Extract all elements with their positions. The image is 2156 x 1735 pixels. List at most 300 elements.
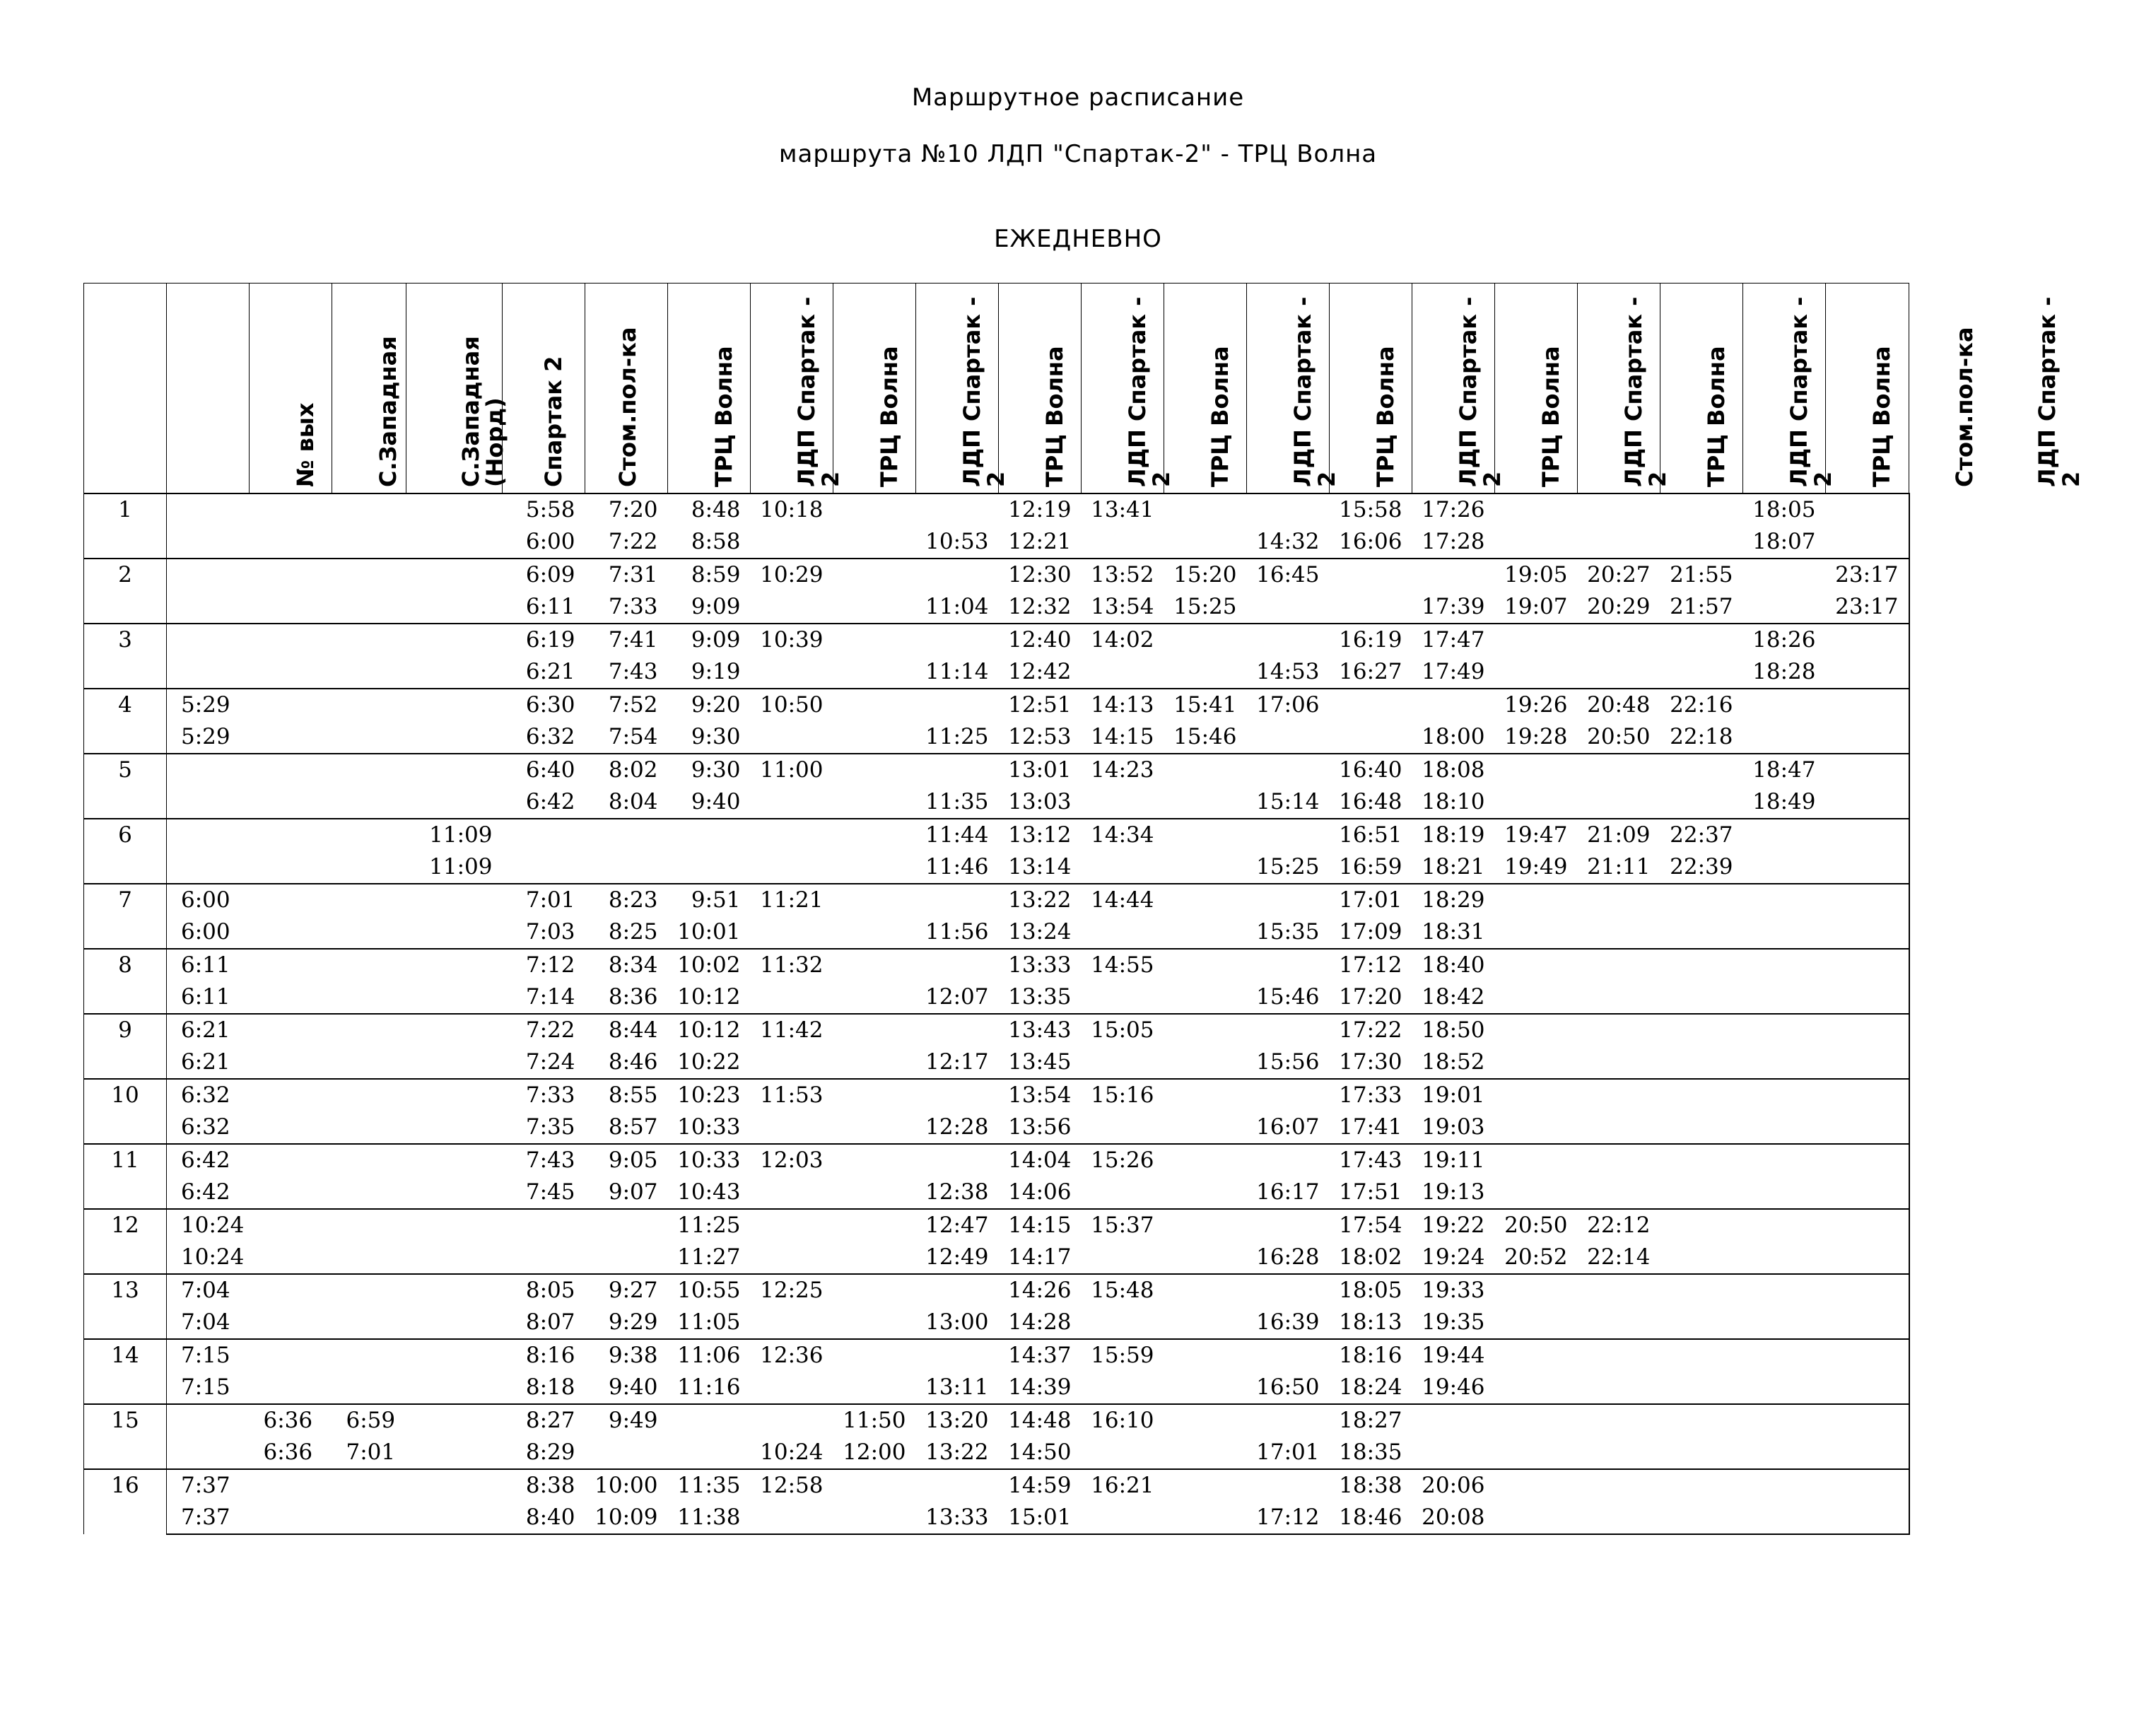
table-row xyxy=(84,884,1909,916)
time-cell xyxy=(1578,1176,1660,1209)
time-cell: 7:01 xyxy=(503,884,585,916)
time-cell: 20:29 xyxy=(1578,591,1660,624)
time-cell xyxy=(1578,1274,1660,1307)
time-cell xyxy=(916,1079,999,1111)
time-cell: 8:46 xyxy=(585,1046,668,1079)
time-cell: 11:06 xyxy=(668,1339,751,1372)
table-row xyxy=(84,949,1909,981)
time-cell: 8:25 xyxy=(585,916,668,949)
table-row xyxy=(84,981,1909,1014)
time-cell: 6:42 xyxy=(167,1176,250,1209)
time-cell: 8:23 xyxy=(585,884,668,916)
time-cell: 11:25 xyxy=(668,1209,751,1242)
time-cell: 10:24 xyxy=(167,1209,250,1242)
time-cell xyxy=(1082,981,1164,1014)
time-cell: 8:07 xyxy=(503,1307,585,1339)
time-cell: 17:33 xyxy=(1330,1079,1412,1111)
time-cell: 18:26 xyxy=(1743,624,1826,656)
time-cell xyxy=(167,1404,250,1437)
time-cell xyxy=(250,591,332,624)
time-cell xyxy=(1578,1502,1660,1534)
time-cell xyxy=(1660,1111,1743,1144)
time-cell: 6:11 xyxy=(503,591,585,624)
time-cell: 7:52 xyxy=(585,689,668,721)
time-cell: 11:35 xyxy=(668,1469,751,1502)
time-cell: 15:59 xyxy=(1082,1339,1164,1372)
column-header xyxy=(84,284,319,494)
table-row xyxy=(84,819,1909,851)
time-cell: 22:16 xyxy=(1660,689,1743,721)
time-cell xyxy=(1826,916,1909,949)
time-cell xyxy=(1495,1502,1578,1534)
time-cell xyxy=(1660,1046,1743,1079)
time-cell: 14:26 xyxy=(999,1274,1082,1307)
time-cell: 14:15 xyxy=(999,1209,1082,1242)
time-cell xyxy=(833,851,916,884)
time-cell: 11:42 xyxy=(751,1014,833,1046)
time-cell: 15:16 xyxy=(1082,1079,1164,1111)
time-cell: 15:37 xyxy=(1082,1209,1164,1242)
time-cell xyxy=(1743,1404,1826,1437)
time-cell: 6:00 xyxy=(167,916,250,949)
time-cell: 16:45 xyxy=(1247,559,1330,591)
time-cell xyxy=(751,1209,833,1242)
table-row xyxy=(84,1307,1909,1339)
time-cell xyxy=(1826,949,1909,981)
time-cell xyxy=(1743,721,1826,754)
time-cell: 8:58 xyxy=(668,526,751,559)
time-cell xyxy=(833,1176,916,1209)
time-cell xyxy=(503,1242,585,1274)
time-cell: 17:54 xyxy=(1330,1209,1412,1242)
time-cell xyxy=(250,884,332,916)
time-cell xyxy=(833,1339,916,1372)
time-cell: 14:23 xyxy=(1082,754,1164,786)
exit-number: 11 xyxy=(84,1144,167,1209)
time-cell xyxy=(751,819,833,851)
time-cell xyxy=(751,1046,833,1079)
time-cell: 13:01 xyxy=(999,754,1082,786)
time-cell: 11:35 xyxy=(916,786,999,819)
time-cell xyxy=(1164,1242,1247,1274)
time-cell: 6:36 xyxy=(250,1404,332,1437)
time-cell xyxy=(503,1209,585,1242)
time-cell: 15:41 xyxy=(1164,689,1247,721)
time-cell: 18:05 xyxy=(1330,1274,1412,1307)
time-cell: 11:32 xyxy=(751,949,833,981)
time-cell: 9:30 xyxy=(668,721,751,754)
time-cell: 21:09 xyxy=(1578,819,1660,851)
time-cell xyxy=(1495,624,1578,656)
time-cell xyxy=(916,949,999,981)
time-cell xyxy=(1826,1469,1909,1502)
time-cell: 10:24 xyxy=(751,1437,833,1469)
time-cell xyxy=(751,1404,833,1437)
time-cell xyxy=(250,1144,332,1176)
time-cell: 14:13 xyxy=(1082,689,1164,721)
time-cell xyxy=(833,1242,916,1274)
time-cell xyxy=(332,1079,406,1111)
time-cell: 17:12 xyxy=(1330,949,1412,981)
time-cell xyxy=(1743,884,1826,916)
time-cell: 7:22 xyxy=(585,526,668,559)
time-cell: 15:20 xyxy=(1164,559,1247,591)
time-cell xyxy=(751,851,833,884)
time-cell: 13:45 xyxy=(999,1046,1082,1079)
column-header-label: ТРЦ Волна xyxy=(710,346,737,487)
table-row xyxy=(84,1209,1909,1242)
time-cell xyxy=(1412,559,1495,591)
time-cell xyxy=(1578,949,1660,981)
time-cell xyxy=(751,916,833,949)
time-cell xyxy=(406,1274,503,1307)
exit-number: 2 xyxy=(84,559,167,624)
time-cell: 11:46 xyxy=(916,851,999,884)
time-cell xyxy=(1578,1014,1660,1046)
table-row xyxy=(84,624,1909,656)
time-cell xyxy=(1495,1046,1578,1079)
time-cell: 7:41 xyxy=(585,624,668,656)
time-cell xyxy=(250,559,332,591)
time-cell: 21:11 xyxy=(1578,851,1660,884)
time-cell: 19:28 xyxy=(1495,721,1578,754)
time-cell: 16:28 xyxy=(1247,1242,1330,1274)
time-cell xyxy=(406,1242,503,1274)
exit-number: 8 xyxy=(84,949,167,1014)
time-cell xyxy=(1164,916,1247,949)
table-row xyxy=(84,786,1909,819)
exit-number: 1 xyxy=(84,493,167,559)
column-header-label: Стом.пол-ка xyxy=(614,327,641,487)
time-cell: 14:17 xyxy=(999,1242,1082,1274)
column-header-label: ЛДП Спартак - 2 xyxy=(959,296,1009,487)
time-cell: 19:35 xyxy=(1412,1307,1495,1339)
time-cell: 11:27 xyxy=(668,1242,751,1274)
time-cell: 6:30 xyxy=(503,689,585,721)
time-cell xyxy=(406,916,503,949)
time-cell xyxy=(1495,1176,1578,1209)
time-cell xyxy=(1578,1437,1660,1469)
time-cell xyxy=(332,754,406,786)
time-cell xyxy=(1330,559,1412,591)
column-header xyxy=(250,284,508,494)
time-cell: 17:47 xyxy=(1412,624,1495,656)
table-row xyxy=(84,1339,1909,1372)
time-cell: 8:38 xyxy=(503,1469,585,1502)
time-cell xyxy=(1660,1274,1743,1307)
time-cell: 20:27 xyxy=(1578,559,1660,591)
column-header-label: ЛДП Спартак - 2 xyxy=(1620,296,1671,487)
time-cell: 14:37 xyxy=(999,1339,1082,1372)
time-cell: 12:17 xyxy=(916,1046,999,1079)
time-cell xyxy=(332,1372,406,1404)
time-cell: 12:19 xyxy=(999,493,1082,526)
time-cell: 7:12 xyxy=(503,949,585,981)
time-cell: 18:07 xyxy=(1743,526,1826,559)
time-cell xyxy=(406,721,503,754)
time-cell: 21:57 xyxy=(1660,591,1743,624)
time-cell: 7:54 xyxy=(585,721,668,754)
time-cell: 7:03 xyxy=(503,916,585,949)
time-cell xyxy=(1247,1274,1330,1307)
time-cell: 10:43 xyxy=(668,1176,751,1209)
time-cell xyxy=(751,721,833,754)
time-cell xyxy=(406,1176,503,1209)
time-cell: 13:22 xyxy=(999,884,1082,916)
time-cell: 18:05 xyxy=(1743,493,1826,526)
time-cell xyxy=(250,624,332,656)
time-cell: 8:59 xyxy=(668,559,751,591)
time-cell: 16:40 xyxy=(1330,754,1412,786)
time-cell xyxy=(751,1307,833,1339)
time-cell: 7:43 xyxy=(503,1144,585,1176)
time-cell xyxy=(833,1079,916,1111)
time-cell xyxy=(167,493,250,526)
table-row xyxy=(84,1176,1909,1209)
time-cell: 16:17 xyxy=(1247,1176,1330,1209)
time-cell xyxy=(1826,1079,1909,1111)
time-cell: 12:00 xyxy=(833,1437,916,1469)
table-row xyxy=(84,1144,1909,1176)
time-cell xyxy=(1330,721,1412,754)
time-cell xyxy=(1412,1404,1495,1437)
time-cell: 22:12 xyxy=(1578,1209,1660,1242)
time-cell: 11:21 xyxy=(751,884,833,916)
time-cell xyxy=(1082,526,1164,559)
time-cell: 13:22 xyxy=(916,1437,999,1469)
time-cell: 9:30 xyxy=(668,754,751,786)
time-cell xyxy=(406,559,503,591)
time-cell: 18:21 xyxy=(1412,851,1495,884)
time-cell: 16:59 xyxy=(1330,851,1412,884)
time-cell: 13:43 xyxy=(999,1014,1082,1046)
time-cell: 15:56 xyxy=(1247,1046,1330,1079)
schedule-table xyxy=(83,283,2085,1535)
time-cell xyxy=(1826,1274,1909,1307)
time-cell: 8:34 xyxy=(585,949,668,981)
time-cell xyxy=(1660,1209,1743,1242)
time-cell: 14:50 xyxy=(999,1437,1082,1469)
time-cell xyxy=(250,656,332,689)
time-cell: 15:05 xyxy=(1082,1014,1164,1046)
time-cell xyxy=(1660,1014,1743,1046)
time-cell: 14:55 xyxy=(1082,949,1164,981)
time-cell xyxy=(250,1274,332,1307)
time-cell: 19:07 xyxy=(1495,591,1578,624)
time-cell xyxy=(1164,526,1247,559)
time-cell: 16:10 xyxy=(1082,1404,1164,1437)
time-cell: 6:21 xyxy=(167,1014,250,1046)
time-cell xyxy=(1826,1339,1909,1372)
time-cell: 12:51 xyxy=(999,689,1082,721)
time-cell xyxy=(332,591,406,624)
table-row xyxy=(84,656,1909,689)
time-cell: 10:50 xyxy=(751,689,833,721)
time-cell xyxy=(1164,1502,1247,1534)
time-cell xyxy=(1826,819,1909,851)
time-cell xyxy=(1578,916,1660,949)
time-cell xyxy=(833,591,916,624)
time-cell: 13:54 xyxy=(999,1079,1082,1111)
time-cell: 23:17 xyxy=(1826,559,1909,591)
time-cell xyxy=(916,754,999,786)
time-cell xyxy=(1743,1502,1826,1534)
time-cell: 8:36 xyxy=(585,981,668,1014)
time-cell: 10:00 xyxy=(585,1469,668,1502)
time-cell xyxy=(585,1242,668,1274)
time-cell xyxy=(1743,916,1826,949)
time-cell: 23:17 xyxy=(1826,591,1909,624)
column-header-label: ТРЦ Волна xyxy=(1703,346,1730,487)
table-row xyxy=(84,754,1909,786)
time-cell: 6:36 xyxy=(250,1437,332,1469)
time-cell xyxy=(1743,1144,1826,1176)
time-cell xyxy=(1495,1469,1578,1502)
time-cell xyxy=(1247,819,1330,851)
time-cell xyxy=(1495,916,1578,949)
time-cell xyxy=(167,1437,250,1469)
time-cell: 20:50 xyxy=(1578,721,1660,754)
time-cell: 15:46 xyxy=(1164,721,1247,754)
time-cell: 6:11 xyxy=(167,981,250,1014)
time-cell xyxy=(1826,1111,1909,1144)
time-cell xyxy=(1660,981,1743,1014)
time-cell: 17:06 xyxy=(1247,689,1330,721)
time-cell xyxy=(1660,1339,1743,1372)
time-cell: 17:28 xyxy=(1412,526,1495,559)
time-cell xyxy=(332,1502,406,1534)
time-cell xyxy=(406,1404,503,1437)
exit-number: 7 xyxy=(84,884,167,949)
time-cell xyxy=(1660,884,1743,916)
time-cell xyxy=(1743,1274,1826,1307)
time-cell xyxy=(1578,656,1660,689)
time-cell xyxy=(1826,786,1909,819)
time-cell xyxy=(1660,949,1743,981)
time-cell xyxy=(833,1111,916,1144)
time-cell: 13:14 xyxy=(999,851,1082,884)
time-cell xyxy=(1164,1437,1247,1469)
time-cell xyxy=(1660,1176,1743,1209)
time-cell: 14:48 xyxy=(999,1404,1082,1437)
table-row xyxy=(84,1014,1909,1046)
time-cell xyxy=(167,754,250,786)
time-cell: 16:06 xyxy=(1330,526,1412,559)
time-cell: 10:02 xyxy=(668,949,751,981)
time-cell: 14:34 xyxy=(1082,819,1164,851)
time-cell xyxy=(833,949,916,981)
time-cell xyxy=(1082,786,1164,819)
time-cell: 10:33 xyxy=(668,1111,751,1144)
time-cell: 8:02 xyxy=(585,754,668,786)
exit-number: 16 xyxy=(84,1469,167,1534)
time-cell xyxy=(833,981,916,1014)
time-cell xyxy=(332,884,406,916)
time-cell: 17:49 xyxy=(1412,656,1495,689)
time-cell xyxy=(1247,884,1330,916)
time-cell: 10:01 xyxy=(668,916,751,949)
time-cell: 13:52 xyxy=(1082,559,1164,591)
time-cell xyxy=(1743,1242,1826,1274)
time-cell: 8:44 xyxy=(585,1014,668,1046)
time-cell: 13:20 xyxy=(916,1404,999,1437)
table-row xyxy=(84,851,1909,884)
time-cell xyxy=(1412,1437,1495,1469)
time-cell xyxy=(1743,1437,1826,1469)
time-cell xyxy=(833,1469,916,1502)
table-row xyxy=(84,1437,1909,1469)
time-cell xyxy=(1495,1404,1578,1437)
column-header-label: ТРЦ Волна xyxy=(1207,346,1234,487)
time-cell xyxy=(250,1014,332,1046)
time-cell xyxy=(332,981,406,1014)
time-cell xyxy=(833,1014,916,1046)
time-cell xyxy=(1495,656,1578,689)
time-cell: 6:11 xyxy=(167,949,250,981)
time-cell xyxy=(332,656,406,689)
time-cell: 10:53 xyxy=(916,526,999,559)
time-cell xyxy=(1164,493,1247,526)
time-cell xyxy=(167,624,250,656)
time-cell xyxy=(406,1372,503,1404)
time-cell xyxy=(1082,1437,1164,1469)
time-cell xyxy=(1082,1372,1164,1404)
time-cell xyxy=(406,656,503,689)
time-cell: 12:42 xyxy=(999,656,1082,689)
time-cell xyxy=(406,754,503,786)
time-cell: 17:39 xyxy=(1412,591,1495,624)
time-cell: 7:15 xyxy=(167,1339,250,1372)
time-cell xyxy=(1247,1079,1330,1111)
time-cell: 18:40 xyxy=(1412,949,1495,981)
time-cell xyxy=(1495,1274,1578,1307)
table-row xyxy=(84,1404,1909,1437)
time-cell: 10:55 xyxy=(668,1274,751,1307)
time-cell xyxy=(1578,1404,1660,1437)
time-cell: 11:53 xyxy=(751,1079,833,1111)
time-cell xyxy=(250,851,332,884)
time-cell xyxy=(1164,819,1247,851)
time-cell xyxy=(332,493,406,526)
time-cell xyxy=(1826,1437,1909,1469)
time-cell: 8:40 xyxy=(503,1502,585,1534)
time-cell: 13:33 xyxy=(916,1502,999,1534)
time-cell: 11:56 xyxy=(916,916,999,949)
time-cell: 12:21 xyxy=(999,526,1082,559)
time-cell xyxy=(1660,1079,1743,1111)
time-cell xyxy=(668,851,751,884)
time-cell xyxy=(1743,1046,1826,1079)
time-cell xyxy=(833,1144,916,1176)
time-cell xyxy=(916,1274,999,1307)
time-cell: 12:49 xyxy=(916,1242,999,1274)
time-cell: 8:16 xyxy=(503,1339,585,1372)
time-cell: 9:07 xyxy=(585,1176,668,1209)
time-cell: 9:05 xyxy=(585,1144,668,1176)
time-cell xyxy=(585,1437,668,1469)
time-cell xyxy=(1578,1339,1660,1372)
time-cell: 15:01 xyxy=(999,1502,1082,1534)
time-cell xyxy=(1660,493,1743,526)
time-cell xyxy=(1082,1242,1164,1274)
time-cell: 14:53 xyxy=(1247,656,1330,689)
time-cell xyxy=(1495,1437,1578,1469)
time-cell: 10:12 xyxy=(668,1014,751,1046)
time-cell: 7:33 xyxy=(585,591,668,624)
time-cell xyxy=(250,1176,332,1209)
schedule-mode: ЕЖЕДНЕВНО xyxy=(994,225,1162,253)
time-cell xyxy=(751,786,833,819)
